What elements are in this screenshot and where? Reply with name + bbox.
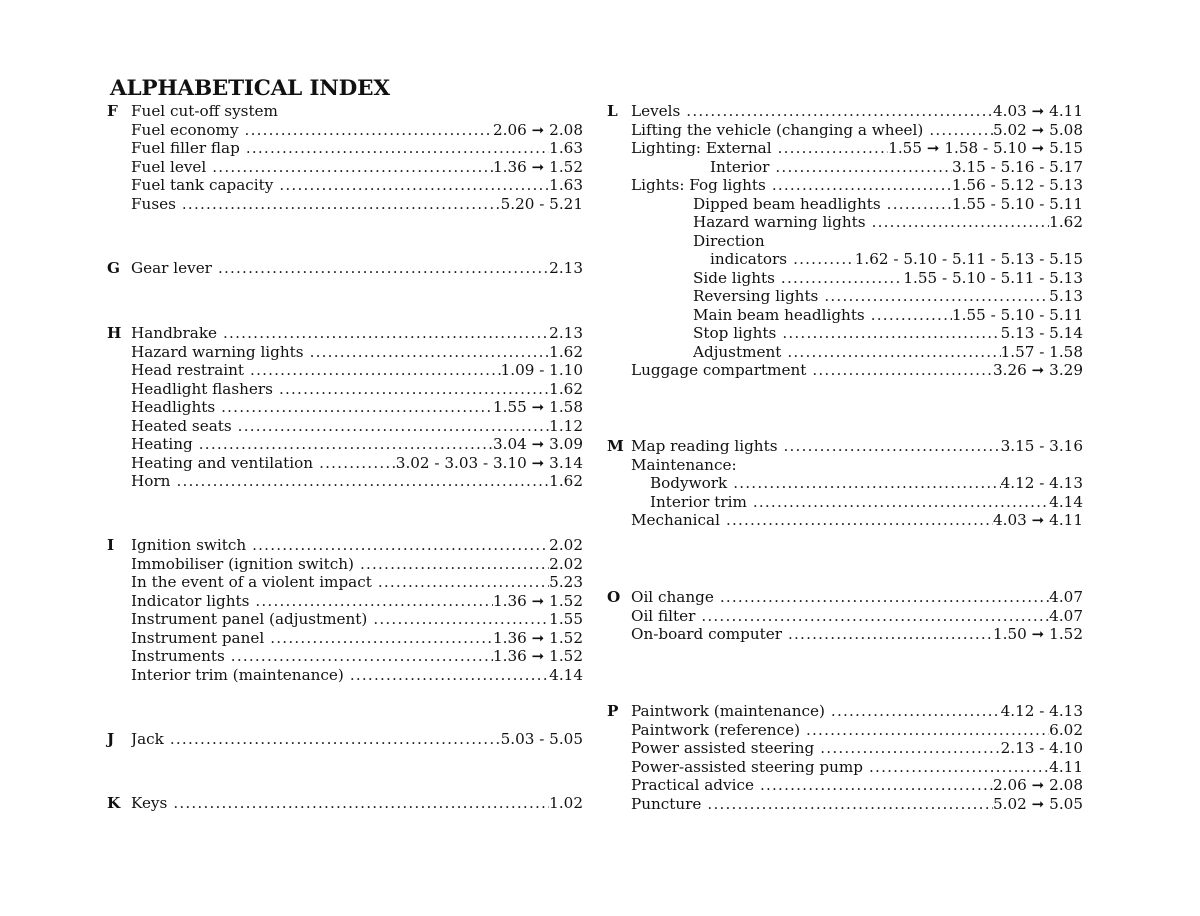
- dot-leader: [217, 324, 549, 343]
- index-entry: [631, 588, 1083, 607]
- index-row: [107, 647, 583, 666]
- index-row: [107, 730, 583, 749]
- page-reference: 2.13 - 4.10: [1000, 739, 1083, 757]
- index-entry: [131, 121, 583, 140]
- index-row: [607, 324, 1083, 343]
- index-entry: [131, 380, 583, 399]
- section-letter: F: [107, 102, 118, 120]
- page-reference: 1.62: [549, 342, 583, 361]
- entry-label: Lighting: External: [631, 139, 772, 157]
- entry-label: Puncture: [631, 794, 702, 813]
- entry-label: Headlight flashers: [131, 379, 273, 398]
- index-row: [607, 232, 1083, 251]
- entry-label: Power assisted steering: [631, 739, 815, 757]
- index-entry: [131, 195, 583, 214]
- index-row: [607, 721, 1083, 740]
- dot-leader: [772, 139, 889, 158]
- index-entry: [631, 721, 1083, 740]
- index-row: [107, 573, 583, 592]
- page-reference: 5.02 ➞ 5.08: [992, 120, 1083, 139]
- entry-label: In the event of a violent impact: [131, 573, 372, 591]
- index-entry: [693, 287, 1083, 306]
- index-entry: [131, 324, 583, 343]
- dot-leader: [680, 102, 993, 121]
- index-entry: [131, 259, 583, 278]
- index-entry: [650, 474, 1083, 493]
- page-reference: 1.62: [549, 472, 583, 490]
- page-reference: 1.55 ➞ 1.58 - 5.10 ➞ 5.15: [888, 139, 1083, 157]
- dot-leader: [225, 647, 493, 666]
- page-reference: 4.14: [549, 665, 583, 684]
- index-entry: [631, 437, 1083, 456]
- index-entry: [631, 121, 1083, 140]
- dot-leader: [206, 158, 493, 177]
- dot-leader: [769, 158, 952, 177]
- dot-leader: [239, 121, 493, 140]
- page-reference: 5.23: [549, 573, 583, 591]
- index-row: [107, 158, 583, 177]
- index-row: [607, 121, 1083, 140]
- page-reference: 1.55: [549, 610, 583, 628]
- section-letter: G: [107, 259, 120, 277]
- dot-leader: [754, 776, 993, 795]
- index-entry: [131, 555, 583, 574]
- page-reference: 1.62: [549, 379, 583, 398]
- entry-label: On-board computer: [631, 625, 782, 643]
- index-row: [607, 102, 1083, 121]
- entry-label: Paintwork (reference): [631, 720, 800, 739]
- dot-leader: [246, 536, 549, 555]
- entry-label: Head restraint: [131, 361, 245, 379]
- index-entry: [693, 306, 1083, 325]
- index-row: [107, 610, 583, 629]
- dot-leader: [193, 435, 493, 454]
- page-reference: 1.36 ➞ 1.52: [492, 157, 583, 176]
- index-entry: [131, 435, 583, 454]
- dot-leader: [923, 121, 993, 140]
- entry-label: Bodywork: [650, 474, 728, 492]
- index-entry: [631, 795, 1083, 814]
- index-row: [107, 629, 583, 648]
- page-reference: 1.63: [549, 139, 583, 157]
- index-row: [607, 250, 1083, 269]
- index-entry: [631, 607, 1083, 626]
- entry-label: Fuses: [131, 194, 176, 213]
- entry-label: Instruments: [131, 647, 225, 665]
- index-row: [607, 269, 1083, 288]
- page-reference: 1.63: [549, 176, 583, 194]
- entry-label: Fuel cut-off system: [131, 102, 278, 120]
- index-row: [607, 195, 1083, 214]
- page-reference: 4.03 ➞ 4.11: [992, 102, 1083, 120]
- entry-label: Reversing lights: [693, 287, 819, 305]
- page-reference: 3.02 - 3.03 - 3.10 ➞ 3.14: [395, 453, 583, 472]
- dot-leader: [747, 493, 1049, 512]
- index-entry: [631, 739, 1083, 758]
- index-entry: [631, 511, 1083, 530]
- entry-label: Adjustment: [693, 342, 782, 361]
- index-row: [607, 588, 1083, 607]
- page-reference: 4.07: [1049, 606, 1083, 625]
- entry-label: Mechanical: [631, 511, 720, 529]
- index-entry: [131, 343, 583, 362]
- entry-label: Practical advice: [631, 776, 754, 794]
- index-row: [107, 121, 583, 140]
- dot-leader: [354, 555, 549, 574]
- section-letter: L: [607, 102, 618, 120]
- entry-label: Map reading lights: [631, 437, 778, 455]
- entry-label: Maintenance:: [631, 455, 737, 474]
- section-letter: H: [107, 324, 122, 342]
- index-row: [107, 139, 583, 158]
- index-entry: [693, 269, 1083, 288]
- dot-leader: [727, 474, 1000, 493]
- page-reference: 2.06 ➞ 2.08: [992, 776, 1083, 794]
- section-letter: P: [607, 702, 619, 720]
- index-entry: [131, 573, 583, 592]
- dot-leader: [720, 511, 993, 530]
- entry-label: Headlights: [131, 398, 216, 416]
- index-entry: [631, 758, 1083, 777]
- page-reference: 1.36 ➞ 1.52: [492, 591, 583, 610]
- index-row: [607, 158, 1083, 177]
- page-reference: 4.07: [1049, 588, 1083, 606]
- entry-label: Side lights: [693, 268, 775, 287]
- page-reference: 1.36 ➞ 1.52: [492, 628, 583, 647]
- index-entry: [131, 629, 583, 648]
- entry-label: Oil change: [631, 588, 714, 606]
- entry-label: Stop lights: [693, 324, 777, 342]
- page-reference: 3.15 - 5.16 - 5.17: [951, 157, 1083, 176]
- section-letter: M: [607, 437, 624, 455]
- index-row: [107, 102, 583, 121]
- dot-leader: [367, 610, 549, 629]
- section-letter: K: [107, 794, 121, 812]
- entry-label: Heating: [131, 435, 193, 453]
- index-row: [107, 343, 583, 362]
- index-row: [607, 287, 1083, 306]
- entry-label: Direction: [693, 231, 765, 250]
- entry-label: Interior: [710, 157, 770, 176]
- index-entry: [131, 794, 583, 813]
- entry-label: Levels: [631, 102, 681, 120]
- index-entry: [131, 647, 583, 666]
- dot-leader: [313, 454, 396, 473]
- entry-label: Immobiliser (ignition switch): [131, 554, 354, 573]
- index-row: [107, 324, 583, 343]
- index-row: [107, 195, 583, 214]
- index-entry: [631, 702, 1083, 721]
- entry-label: Instrument panel (adjustment): [131, 610, 368, 628]
- index-entry: [710, 250, 1083, 269]
- entry-label: Instrument panel: [131, 628, 265, 647]
- dot-leader: [167, 794, 549, 813]
- index-row: [107, 435, 583, 454]
- page-reference: 2.13: [549, 324, 583, 342]
- page-reference: 1.50 ➞ 1.52: [992, 625, 1083, 643]
- entry-label: Heating and ventilation: [131, 453, 314, 472]
- page-reference: 1.62 - 5.10 - 5.11 - 5.13 - 5.15: [854, 250, 1083, 268]
- page-reference: 4.12 - 4.13: [1000, 702, 1083, 720]
- index-row: [607, 625, 1083, 644]
- dot-leader: [176, 195, 501, 214]
- index-entry: [131, 176, 583, 195]
- page-reference: 1.62: [1049, 213, 1083, 231]
- index-row: [607, 702, 1083, 721]
- dot-leader: [249, 592, 493, 611]
- entry-label: indicators: [710, 250, 788, 268]
- page-reference: 4.11: [1049, 757, 1083, 776]
- page-reference: 1.02: [549, 794, 583, 812]
- page-reference: 2.13: [549, 259, 583, 277]
- entry-label: Jack: [131, 730, 164, 748]
- dot-leader: [806, 361, 993, 380]
- index-row: [607, 607, 1083, 626]
- page-reference: 1.12: [549, 416, 583, 435]
- entry-label: Oil filter: [631, 606, 696, 625]
- index-row: [607, 139, 1083, 158]
- index-row: [607, 456, 1083, 475]
- dot-leader: [701, 795, 993, 814]
- dot-leader: [825, 702, 1001, 721]
- page-title: ALPHABETICAL INDEX: [110, 76, 390, 101]
- index-row: [107, 259, 583, 278]
- index-row: [107, 380, 583, 399]
- index-row: [107, 398, 583, 417]
- index-row: [107, 417, 583, 436]
- page-reference: 1.36 ➞ 1.52: [492, 647, 583, 665]
- page-reference: 1.55 - 5.10 - 5.11 - 5.13: [903, 268, 1083, 287]
- index-entry: [693, 343, 1083, 362]
- page-reference: 3.15 - 3.16: [1000, 437, 1083, 455]
- dot-leader: [240, 139, 549, 158]
- index-row: [607, 306, 1083, 325]
- page-reference: 1.56 - 5.12 - 5.13: [951, 176, 1083, 194]
- entry-label: Fuel filler flap: [131, 139, 240, 157]
- index-entry: [131, 454, 583, 473]
- index-entry: [631, 361, 1083, 380]
- page-reference: 5.20 - 5.21: [500, 194, 583, 213]
- index-row: [607, 361, 1083, 380]
- dot-leader: [273, 380, 549, 399]
- index-row: [107, 592, 583, 611]
- page-reference: 5.13 - 5.14: [1000, 324, 1083, 342]
- page-reference: 5.03 - 5.05: [500, 730, 583, 748]
- dot-leader: [244, 361, 501, 380]
- dot-leader: [787, 250, 855, 269]
- index-row: [607, 511, 1083, 530]
- index-entry: [631, 176, 1083, 195]
- dot-leader: [781, 343, 1000, 362]
- dot-leader: [344, 666, 549, 685]
- dot-leader: [775, 269, 903, 288]
- entry-label: Fuel tank capacity: [131, 176, 274, 194]
- index-row: [607, 474, 1083, 493]
- entry-label: Main beam headlights: [693, 305, 865, 324]
- page-reference: 5.13: [1049, 287, 1083, 305]
- entry-label: Paintwork (maintenance): [631, 702, 825, 720]
- entry-label: Lifting the vehicle (changing a wheel): [631, 120, 924, 139]
- page-reference: 2.02: [549, 536, 583, 554]
- section-letter: J: [107, 730, 115, 748]
- index-entry: [693, 324, 1083, 343]
- dot-leader: [372, 573, 549, 592]
- index-entry: [131, 730, 583, 749]
- index-row: [107, 666, 583, 685]
- dot-leader: [782, 625, 993, 644]
- index-entry: [693, 213, 1083, 232]
- page-reference: 3.04 ➞ 3.09: [492, 435, 583, 453]
- index-entry: [631, 102, 1083, 121]
- page-reference: 4.12 - 4.13: [1000, 474, 1083, 492]
- page-reference: 1.55 ➞ 1.58: [492, 398, 583, 416]
- index-entry: [131, 139, 583, 158]
- page-reference: 2.02: [549, 554, 583, 573]
- dot-leader: [714, 588, 1049, 607]
- entry-label: Dipped beam headlights: [693, 194, 881, 213]
- index-entry: [631, 625, 1083, 644]
- page-reference: 2.06 ➞ 2.08: [492, 120, 583, 139]
- dot-leader: [170, 472, 549, 491]
- index-row: [607, 213, 1083, 232]
- index-entry: [131, 472, 583, 491]
- dot-leader: [212, 259, 549, 278]
- index-row: [107, 454, 583, 473]
- index-row: [607, 795, 1083, 814]
- dot-leader: [304, 343, 550, 362]
- dot-leader: [865, 306, 952, 325]
- entry-label: Hazard warning lights: [131, 342, 304, 361]
- index-row: [107, 794, 583, 813]
- page-reference: 1.55 - 5.10 - 5.11: [951, 305, 1083, 324]
- entry-label: Indicator lights: [131, 591, 250, 610]
- dot-leader: [164, 730, 501, 749]
- page-reference: 5.02 ➞ 5.05: [992, 794, 1083, 813]
- entry-label: Power-assisted steering pump: [631, 757, 864, 776]
- entry-label: Lights: Fog lights: [631, 176, 766, 194]
- index-row: [607, 739, 1083, 758]
- index-entry: [131, 102, 583, 121]
- index-entry: [631, 456, 1083, 475]
- index-row: [607, 437, 1083, 456]
- dot-leader: [800, 721, 1049, 740]
- entry-label: Keys: [131, 794, 168, 812]
- page-reference: 1.57 - 1.58: [1000, 342, 1083, 361]
- index-entry: [131, 610, 583, 629]
- entry-label: Interior trim (maintenance): [131, 665, 344, 684]
- page-reference: 6.02: [1049, 720, 1083, 739]
- entry-label: Interior trim: [650, 492, 747, 511]
- entry-label: Handbrake: [131, 324, 218, 342]
- entry-label: Fuel level: [131, 157, 207, 176]
- dot-leader: [215, 398, 493, 417]
- dot-leader: [264, 629, 493, 648]
- entry-label: Ignition switch: [131, 536, 247, 554]
- index-entry: [650, 493, 1083, 512]
- index-entry: [631, 139, 1083, 158]
- dot-leader: [695, 607, 1049, 626]
- index-row: [107, 176, 583, 195]
- index-entry: [131, 158, 583, 177]
- index-entry: [131, 398, 583, 417]
- index-row: [107, 472, 583, 491]
- dot-leader: [776, 324, 1000, 343]
- index-row: [607, 343, 1083, 362]
- index-entry: [131, 536, 583, 555]
- index-row: [607, 776, 1083, 795]
- entry-label: Luggage compartment: [631, 361, 807, 379]
- index-row: [107, 536, 583, 555]
- entry-label: Hazard warning lights: [693, 213, 866, 231]
- page-reference: 4.03 ➞ 4.11: [992, 511, 1083, 529]
- entry-label: Heated seats: [131, 416, 232, 435]
- index-entry: [131, 361, 583, 380]
- page-reference: 1.55 - 5.10 - 5.11: [951, 194, 1083, 213]
- index-entry: [131, 666, 583, 685]
- dot-leader: [273, 176, 549, 195]
- index-row: [107, 361, 583, 380]
- entry-label: Fuel economy: [131, 120, 239, 139]
- page-reference: 4.14: [1049, 492, 1083, 511]
- entry-label: Horn: [131, 472, 171, 490]
- page-reference: 3.26 ➞ 3.29: [992, 361, 1083, 379]
- dot-leader: [863, 758, 1049, 777]
- index-entry: [631, 776, 1083, 795]
- index-row: [607, 493, 1083, 512]
- index-row: [107, 555, 583, 574]
- dot-leader: [818, 287, 1049, 306]
- page-reference: 1.09 - 1.10: [500, 361, 583, 379]
- index-entry: [710, 158, 1083, 177]
- index-row: [607, 758, 1083, 777]
- section-letter: I: [107, 536, 115, 554]
- index-entry: [131, 592, 583, 611]
- index-entry: [693, 232, 1083, 251]
- dot-leader: [866, 213, 1050, 232]
- index-entry: [131, 417, 583, 436]
- index-row: [607, 176, 1083, 195]
- dot-leader: [766, 176, 952, 195]
- section-letter: O: [607, 588, 621, 606]
- dot-leader: [232, 417, 550, 436]
- dot-leader: [777, 437, 1000, 456]
- entry-label: Gear lever: [131, 259, 212, 277]
- dot-leader: [881, 195, 952, 214]
- index-entry: [693, 195, 1083, 214]
- dot-leader: [814, 739, 1000, 758]
